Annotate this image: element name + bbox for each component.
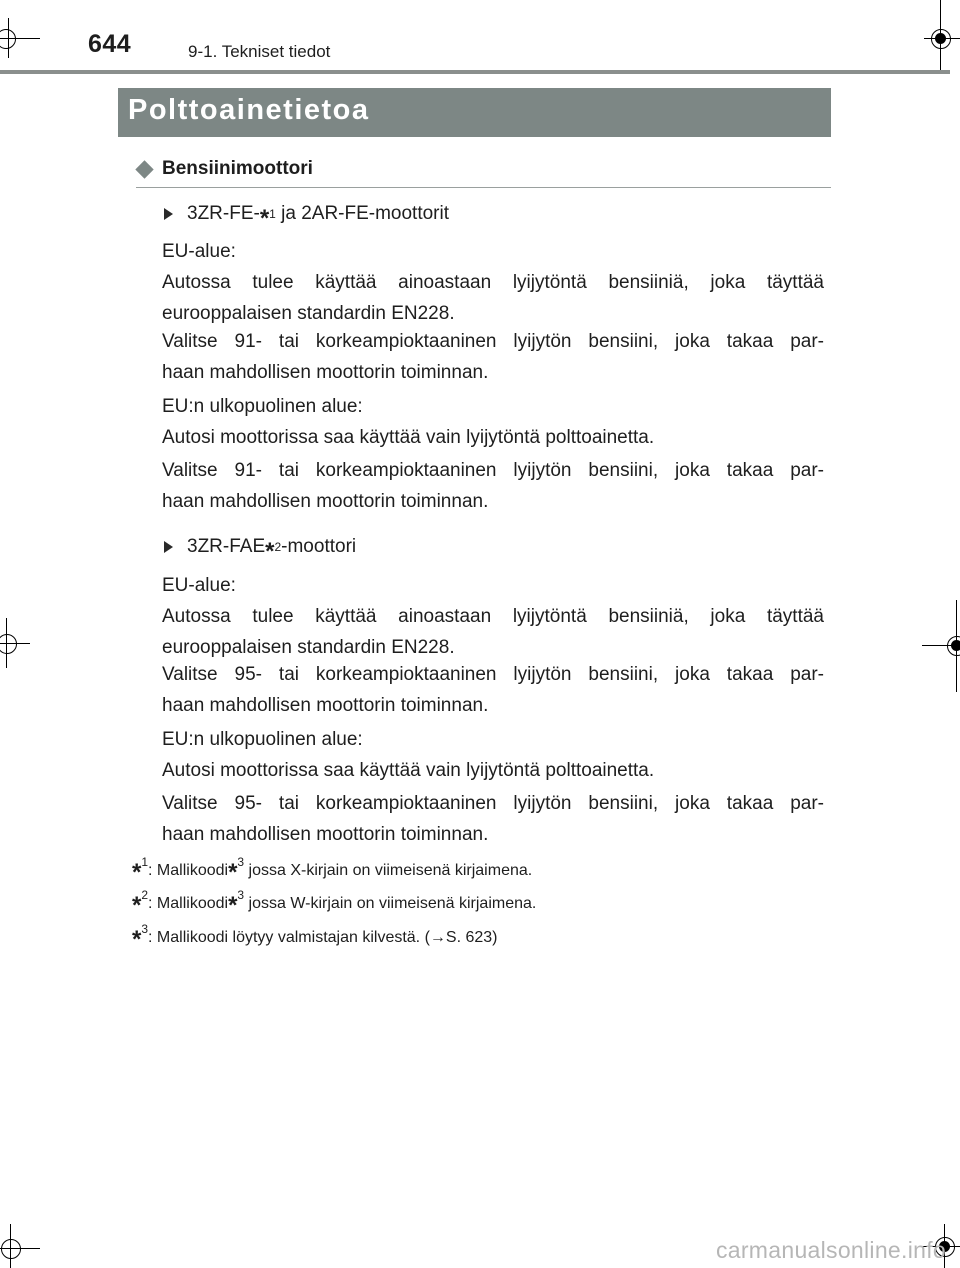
title-bar	[118, 88, 831, 137]
footnote-3-asterisk: *	[132, 926, 142, 953]
engine1-label-post: ja 2AR-FE-moottorit	[275, 203, 450, 224]
page-title: Polttoainetietoa	[128, 94, 370, 126]
watermark: carmanualsonline.info	[715, 1237, 946, 1263]
footnote-2-number: 2	[141, 888, 149, 902]
engine2-eu-label: EU-alue:	[162, 575, 236, 596]
engine1-non-eu-select-line1: Valitse 91- tai korkeampioktaaninen lyijytön bensiini, joka takaa par-	[162, 460, 824, 481]
engine2-eu-text-line1: Autossa tulee käyttää ainoastaan lyijytöntä bensiiniä, joka täyttää	[162, 606, 824, 627]
engine2-non-eu-label: EU:n ulkopuolinen alue:	[162, 729, 363, 750]
engine1-eu-select-line1: Valitse 91- tai korkeampioktaaninen lyijytön bensiini, joka takaa par-	[162, 331, 824, 352]
header-rule	[0, 70, 950, 74]
engine2-eu-text-line2: eurooppalaisen standardin EN228.	[162, 637, 455, 658]
footnote-1-asterisk: *	[132, 859, 142, 886]
engine1-non-eu-text: Autosi moottorissa saa käyttää vain lyijytöntä polttoainetta.	[162, 427, 655, 448]
footnote-1-number: 1	[141, 855, 149, 869]
engine2-label-post: -moottori	[281, 536, 357, 557]
crop-mark-top-right	[920, 0, 960, 70]
page-number: 644	[88, 30, 132, 58]
engine1-eu-text-line1: Autossa tulee käyttää ainoastaan lyijytöntä bensiiniä, joka täyttää	[162, 272, 824, 293]
engine1-heading: 3ZR-FE- * 1 ja 2AR-FE-moottorit	[162, 200, 449, 228]
footnote-3-post[interactable]: S. 623)	[445, 929, 498, 946]
footnote-2-ref-asterisk: *	[228, 892, 238, 919]
footnote-3	[132, 921, 498, 953]
footnote-1	[132, 854, 533, 886]
engine1-asterisk: *	[259, 205, 270, 232]
footnote-1-ref-asterisk: *	[228, 859, 238, 886]
footnote-2-post: jossa W-kirjain on viimeisenä kirjaimena.	[244, 895, 537, 912]
engine1-non-eu-label: EU:n ulkopuolinen alue:	[162, 396, 363, 417]
triangle-bullet-icon	[164, 541, 173, 553]
crop-mark-bottom-left	[0, 1224, 40, 1268]
footnote-2-asterisk: *	[132, 892, 142, 919]
engine1-non-eu-select-block	[162, 455, 824, 517]
footnote-1-pre: : Mallikoodi	[148, 862, 229, 879]
engine2-eu-select-line1: Valitse 95- tai korkeampioktaaninen lyijytön bensiini, joka takaa par-	[162, 664, 824, 685]
engine1-eu-select-line2: haan mahdollisen moottorin toiminnan.	[162, 362, 489, 383]
engine1-eu-text-line2: eurooppalaisen standardin EN228.	[162, 303, 455, 324]
engine1-eu-select-block	[162, 326, 824, 388]
footnote-3-number: 3	[141, 922, 149, 936]
diamond-bullet-icon	[135, 160, 153, 178]
section-heading	[136, 158, 313, 180]
engine1-non-eu-select-line2: haan mahdollisen moottorin toiminnan.	[162, 491, 489, 512]
engine2-non-eu-select-block	[162, 788, 824, 850]
engine1-non-eu-block	[162, 391, 824, 453]
footnote-2-pre: : Mallikoodi	[148, 895, 229, 912]
engine1-eu-label: EU-alue:	[162, 241, 236, 262]
engine2-eu-select-block	[162, 659, 824, 721]
crop-mark-right-middle	[922, 600, 960, 692]
footnote-2	[132, 887, 537, 919]
footnote-1-ref-number: 3	[237, 855, 245, 869]
footnote-1-post: jossa X-kirjain on viimeisenä kirjaimena.	[244, 862, 533, 879]
triangle-bullet-icon	[164, 208, 173, 220]
engine2-eu-select-line2: haan mahdollisen moottorin toiminnan.	[162, 695, 489, 716]
engine2-non-eu-select-line1: Valitse 95- tai korkeampioktaaninen lyijytön bensiini, joka takaa par-	[162, 793, 824, 814]
engine2-eu-block	[162, 570, 824, 663]
engine2-non-eu-select-line2: haan mahdollisen moottorin toiminnan.	[162, 824, 489, 845]
engine2-label-pre: 3ZR-FAE	[187, 536, 266, 557]
engine2-asterisk: *	[265, 538, 275, 565]
engine1-eu-block	[162, 236, 824, 329]
footnote-2-ref-number: 3	[237, 888, 245, 902]
engine2-non-eu-block	[162, 724, 824, 786]
crop-mark-top-left	[0, 18, 40, 58]
footnote-3-pre: : Mallikoodi löytyy valmistajan kilvestä. (	[148, 929, 430, 946]
crop-mark-left-middle	[0, 618, 30, 668]
right-arrow-icon: →	[429, 929, 446, 946]
engine1-label-pre: 3ZR-FE-	[187, 203, 260, 224]
running-head: 9-1. Tekniset tiedot	[188, 42, 331, 61]
engine2-heading: 3ZR-FAE * 2 -moottori	[162, 533, 356, 561]
engine2-non-eu-text: Autosi moottorissa saa käyttää vain lyijytöntä polttoainetta.	[162, 760, 655, 781]
section-heading-text: Bensiinimoottori	[162, 158, 313, 179]
section-rule	[136, 187, 831, 188]
